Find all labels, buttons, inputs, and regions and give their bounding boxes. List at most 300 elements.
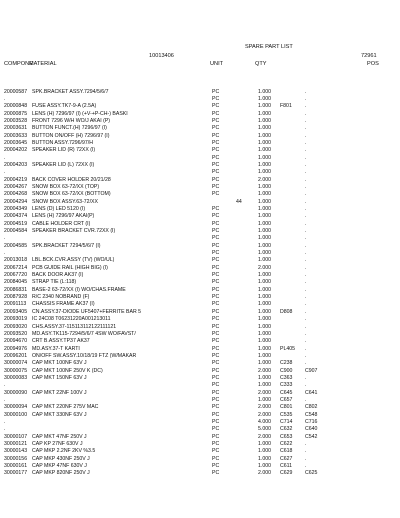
cell-code: 20004267: [4, 183, 28, 190]
table-row: [0, 331, 400, 338]
cell-desc: CAP KP 27NF 630V J: [32, 441, 83, 447]
cell-qty: 1.000: [258, 382, 271, 389]
table-row: [0, 360, 400, 367]
cell-qty: 1.000: [258, 463, 271, 470]
cell-pos: .: [305, 176, 307, 183]
cell-qty: 1.000: [258, 198, 271, 205]
cell-desc: BUTTON ASSY.7296/97/H: [32, 139, 93, 146]
cell-pos: .: [305, 250, 307, 257]
cell-unit: PC: [212, 316, 220, 323]
table-row: [0, 155, 400, 162]
cell-code: 20087928: [4, 294, 28, 301]
cell-pos: .: [305, 103, 307, 110]
table-row: [0, 309, 400, 316]
table-row: [0, 191, 400, 198]
cell-qty: 1.000: [258, 396, 271, 403]
cell-code: 20004374: [4, 213, 28, 220]
cell-code: 30000094: [4, 404, 28, 411]
document-number: 10013406: [149, 53, 174, 59]
table-row: [0, 279, 400, 286]
cell-desc: SNOW BOX 63-72/XX (BOTTOM): [32, 191, 111, 198]
cell-pos: .: [305, 213, 307, 220]
column-header-component: COMPONE: [4, 61, 33, 67]
cell-pos: .: [305, 95, 307, 102]
cell-unit: PC: [212, 418, 220, 425]
cell-qty: 1.000: [258, 139, 271, 146]
cell-pos: .: [305, 206, 307, 212]
cell-pos: .: [305, 117, 307, 124]
table-row: [0, 353, 400, 360]
cell-ref: C611: [280, 463, 293, 470]
cell-unit: PC: [212, 250, 220, 257]
cell-qty: 1.000: [258, 294, 271, 301]
cell-pos: .: [305, 360, 307, 367]
cell-pos: C716: [305, 418, 318, 425]
cell-pos: .: [305, 191, 307, 198]
cell-pos: .: [305, 352, 307, 359]
cell-qty: 1.000: [258, 345, 271, 352]
cell-qty: 1.000: [258, 103, 271, 110]
table-row: [0, 199, 400, 206]
cell-code: .: [4, 426, 6, 433]
table-row: [0, 147, 400, 154]
cell-unit: PC: [212, 206, 220, 212]
cell-unit: PC: [212, 88, 220, 95]
cell-code: 20000875: [4, 110, 28, 117]
cell-qty: 1.000: [258, 242, 271, 249]
cell-qty: 1.000: [258, 154, 271, 161]
cell-code: 20084045: [4, 279, 28, 286]
cell-qty: 1.000: [258, 279, 271, 286]
table-row: [0, 272, 400, 279]
cell-unit: PC: [212, 404, 220, 411]
cell-code: .: [4, 396, 6, 403]
cell-unit: PC: [212, 301, 220, 308]
model-number: 72961: [361, 53, 377, 59]
cell-ref: C629: [280, 470, 293, 477]
table-row: [0, 118, 400, 125]
cell-code: .: [4, 250, 6, 257]
cell-unit: PC: [212, 338, 220, 345]
table-row: [0, 235, 400, 242]
table-row: [0, 162, 400, 169]
cell-unit: PC: [212, 433, 220, 440]
table-row: [0, 470, 400, 477]
cell-code: 30000107: [4, 433, 28, 440]
table-row: [0, 140, 400, 147]
cell-code: 20067214: [4, 264, 28, 271]
cell-qty: 1.000: [258, 352, 271, 359]
cell-qty: 1.000: [258, 206, 271, 212]
cell-unit: PC: [212, 345, 220, 352]
cell-desc: LENS (D) LED 5120 (I): [32, 206, 86, 212]
cell-unit: PC: [212, 294, 220, 301]
table-row: [0, 301, 400, 308]
table-row: [0, 382, 400, 389]
cell-desc: CAP MKT 220NF 275V MAC: [32, 404, 99, 411]
cell-unit: PC: [212, 308, 220, 315]
cell-pos: C802: [305, 404, 318, 411]
table-row: [0, 228, 400, 235]
cell-qty: 1.000: [258, 220, 271, 227]
table-row: [0, 206, 400, 213]
cell-code: 20093520: [4, 330, 28, 337]
cell-unit: PC: [212, 352, 220, 359]
cell-qty: 1.000: [258, 330, 271, 337]
cell-desc: CAP MKP 47NF 630V J: [32, 463, 87, 470]
cell-qty: 1.000: [258, 117, 271, 124]
table-row: [0, 426, 400, 433]
cell-desc: CRT B.ASSY.TP37 AK37: [32, 338, 90, 345]
cell-unit: PC: [212, 125, 220, 132]
cell-code: 20004219: [4, 176, 28, 183]
table-row: [0, 184, 400, 191]
cell-code: 20094670: [4, 338, 28, 345]
cell-unit: PC: [212, 235, 220, 242]
table-row: [0, 390, 400, 397]
cell-code: 30000143: [4, 448, 28, 455]
cell-unit: PC: [212, 147, 220, 154]
cell-desc: BACK COVER HOLDER 20/21/28: [32, 176, 111, 183]
cell-unit: PC: [212, 382, 220, 389]
cell-unit: PC: [212, 242, 220, 249]
cell-ref: C535: [280, 411, 293, 418]
cell-code: 20004519: [4, 220, 28, 227]
cell-desc: CAP MKP 820NF 250V J: [32, 470, 90, 477]
table-row: [0, 397, 400, 404]
cell-pos: .: [305, 147, 307, 154]
cell-code: .: [4, 235, 6, 242]
cell-code: 20003645: [4, 139, 28, 146]
cell-qty: 1.000: [258, 110, 271, 117]
cell-pos: .: [305, 154, 307, 161]
cell-unit: PC: [212, 389, 220, 396]
cell-qty: 1.000: [258, 183, 271, 190]
cell-desc: CAP MKP 430NF 250V J: [32, 455, 90, 462]
cell-code: 20000587: [4, 88, 28, 95]
cell-desc: SPEAKER BRACKET CVR.72XX (I): [32, 228, 116, 235]
cell-ref: C627: [280, 455, 293, 462]
cell-qty: 1.000: [258, 316, 271, 323]
cell-unit: PC: [212, 448, 220, 455]
cell-pos: C641: [305, 389, 318, 396]
table-row: [0, 412, 400, 419]
cell-code: 20004584: [4, 228, 28, 235]
cell-ref: F801: [280, 103, 292, 110]
cell-code: .: [4, 382, 6, 389]
table-row: [0, 111, 400, 118]
column-header-qty: QTY: [255, 61, 267, 67]
cell-code: 20013018: [4, 257, 28, 264]
cell-desc: BUTTON FUNCT.(H) 7296/97 (I): [32, 125, 107, 132]
table-row: [0, 346, 400, 353]
cell-qty: 1.000: [258, 235, 271, 242]
cell-qty: 1.000: [258, 374, 271, 381]
cell-desc: CAP MKP 2.2NF 2KV %3.5: [32, 448, 96, 455]
cell-unit: PC: [212, 117, 220, 124]
cell-unit: PC: [212, 183, 220, 190]
cell-qty: 1.000: [258, 95, 271, 102]
cell-pos: .: [305, 455, 307, 462]
cell-qty: 1.000: [258, 257, 271, 264]
cell-pos: .: [305, 88, 307, 95]
cell-ref: PL405: [280, 345, 296, 352]
cell-qty: 1.000: [258, 360, 271, 367]
cell-desc: FRONT 7296 W/H WO/J AKAI (P): [32, 117, 111, 124]
cell-pos: .: [305, 242, 307, 249]
column-header-pos: POS: [367, 61, 379, 67]
cell-unit: PC: [212, 95, 220, 102]
table-row: [0, 287, 400, 294]
cell-qty: 1.000: [258, 132, 271, 139]
cell-pos: .: [305, 161, 307, 168]
cell-unit: PC: [212, 110, 220, 117]
cell-ref: D808: [280, 308, 293, 315]
cell-pos: .: [305, 308, 307, 315]
cell-code: .: [4, 169, 6, 176]
cell-desc: SPK.BRACKET 7294/5/6/7 (I): [32, 242, 101, 249]
cell-pos: C548: [305, 411, 318, 418]
table-row: [0, 96, 400, 103]
cell-desc: LENS (H) 7296/97 AKAI(P): [32, 213, 95, 220]
table-row: [0, 448, 400, 455]
table-row: [0, 250, 400, 257]
cell-ref: C238: [280, 360, 293, 367]
cell-desc: STRAP TIE (L:118): [32, 279, 77, 286]
cell-code: 20004294: [4, 198, 28, 205]
cell-pos: .: [305, 139, 307, 146]
cell-qty: 1.000: [258, 125, 271, 132]
cell-unit: PC: [212, 396, 220, 403]
cell-unit: PC: [212, 161, 220, 168]
cell-desc: PCB GUIDE RAIL (HIGH BIG) (I): [32, 264, 108, 271]
cell-desc: CAP MKT 100NF 250V K (DC): [32, 367, 103, 374]
cell-code: 20091113: [4, 301, 27, 308]
cell-qty: 1.000: [258, 448, 271, 455]
cell-qty: 2.000: [258, 264, 271, 271]
cell-qty: 5.000: [258, 426, 271, 433]
cell-pos: .: [305, 382, 307, 389]
cell-desc: CAP MKT 150NF 63V J: [32, 374, 87, 381]
cell-unit: PC: [212, 220, 220, 227]
cell-unit: PC: [212, 264, 220, 271]
cell-unit: PC: [212, 441, 220, 447]
table-row: [0, 316, 400, 323]
cell-unit: PC: [212, 169, 220, 176]
cell-unit: PC: [212, 374, 220, 381]
cell-pos: .: [305, 110, 307, 117]
cell-code: .: [4, 154, 6, 161]
cell-desc: SNOW BOX ASSY.63-72/XX: [32, 198, 98, 205]
cell-desc: CHASSIS FRAME AK37 (I): [32, 301, 95, 308]
cell-qty: 1.000: [258, 191, 271, 198]
cell-qty: 2.000: [258, 389, 271, 396]
cell-pos: .: [305, 220, 307, 227]
cell-code: 20004585: [4, 242, 28, 249]
cell-desc: BASE-2 63-72/XX (I) WO/CHAS.FRAME: [32, 286, 126, 293]
table-row: [0, 89, 400, 96]
table-row: [0, 434, 400, 441]
cell-desc: SPEAKER LID (L) 72XX (I): [32, 161, 95, 168]
cell-qty: 1.000: [258, 250, 271, 257]
table-row: [0, 257, 400, 264]
cell-pos: .: [305, 316, 307, 323]
cell-code: 30000075: [4, 367, 28, 374]
table-row: [0, 338, 400, 345]
cell-desc: CAP MKT 100NF 63V J: [32, 360, 87, 367]
cell-flag: 44: [236, 198, 242, 205]
cell-pos: .: [305, 257, 307, 264]
table-row: [0, 463, 400, 470]
table-row: [0, 133, 400, 140]
cell-pos: .: [305, 294, 307, 301]
cell-qty: 1.000: [258, 308, 271, 315]
cell-pos: .: [305, 463, 307, 470]
cell-desc: IC 24C08 T06231220A001213011: [32, 316, 111, 323]
cell-pos: .: [305, 279, 307, 286]
cell-desc: BUTTON ON/OFF (H) 7296/97 (I): [32, 132, 110, 139]
table-row: [0, 441, 400, 448]
cell-desc: CABLE HOLDER CRT (I): [32, 220, 91, 227]
cell-code: 20094976: [4, 345, 28, 352]
cell-pos: .: [305, 125, 307, 132]
cell-qty: 1.000: [258, 272, 271, 279]
cell-code: 30000177: [4, 470, 28, 477]
column-header-unit: UNIT: [210, 61, 224, 67]
cell-pos: .: [305, 286, 307, 293]
cell-code: 20093020: [4, 323, 28, 330]
cell-pos: .: [305, 169, 307, 176]
cell-code: 20096201: [4, 352, 28, 359]
cell-pos: .: [305, 338, 307, 345]
cell-pos: C542: [305, 433, 318, 440]
cell-unit: PC: [212, 330, 220, 337]
cell-qty: 2.000: [258, 433, 271, 440]
table-row: [0, 103, 400, 110]
cell-qty: 2.000: [258, 411, 271, 418]
cell-pos: .: [305, 183, 307, 190]
cell-pos: .: [305, 448, 307, 455]
cell-desc: CAP MKT 330NF 63V J: [32, 411, 87, 418]
cell-pos: .: [305, 132, 307, 139]
cell-unit: PC: [212, 191, 220, 198]
cell-code: 30000090: [4, 389, 28, 396]
cell-qty: 2.000: [258, 176, 271, 183]
cell-desc: CN.ASSY.37-DIODE UF5407+FERRITE BAR 5: [32, 308, 142, 315]
cell-code: 20086831: [4, 286, 28, 293]
cell-ref: C900: [280, 367, 293, 374]
cell-unit: PC: [212, 257, 220, 264]
cell-pos: C907: [305, 367, 318, 374]
cell-ref: C653: [280, 433, 293, 440]
table-row: [0, 404, 400, 411]
cell-code: 30000074: [4, 360, 28, 367]
table-row: [0, 125, 400, 132]
cell-unit: PC: [212, 154, 220, 161]
cell-ref: C645: [280, 389, 293, 396]
cell-desc: MD.ASY.37-T KARTI: [32, 345, 80, 352]
cell-code: 20004202: [4, 147, 28, 154]
cell-unit: PC: [212, 426, 220, 433]
cell-ref: C333: [280, 382, 293, 389]
cell-desc: ON/OFF SW.ASSY.10/18/19 FTZ (W/MAKAR: [32, 352, 137, 359]
cell-desc: SNOW BOX 63-72/XX (TOP): [32, 183, 100, 190]
table-row: [0, 177, 400, 184]
table-row: [0, 375, 400, 382]
table-row: [0, 368, 400, 375]
cell-pos: .: [305, 345, 307, 352]
table-row: [0, 221, 400, 228]
cell-desc: LBL.BCK.CVR.ASSY (TV) (WO/UL): [32, 257, 115, 264]
cell-qty: 2.000: [258, 404, 271, 411]
cell-qty: 1.000: [258, 213, 271, 220]
cell-pos: C625: [305, 470, 318, 477]
cell-code: 20093019: [4, 316, 28, 323]
cell-qty: 1.000: [258, 147, 271, 154]
cell-code: 30000161: [4, 463, 28, 470]
cell-ref: C714: [280, 418, 293, 425]
cell-code: 20000848: [4, 103, 28, 110]
cell-unit: PC: [212, 323, 220, 330]
cell-unit: PC: [212, 286, 220, 293]
cell-pos: .: [305, 235, 307, 242]
table-row: [0, 213, 400, 220]
cell-qty: 1.000: [258, 455, 271, 462]
cell-desc: SPEAKER LID (R) 72XX (I): [32, 147, 96, 154]
cell-ref: C622: [280, 441, 293, 447]
cell-code: 30000083: [4, 374, 28, 381]
cell-code: 20003631: [4, 125, 28, 132]
cell-code: 20093405: [4, 308, 28, 315]
cell-unit: PC: [212, 103, 220, 110]
cell-pos: C640: [305, 426, 318, 433]
cell-pos: .: [305, 330, 307, 337]
cell-pos: .: [305, 396, 307, 403]
cell-unit: PC: [212, 132, 220, 139]
cell-unit: PC: [212, 213, 220, 220]
cell-pos: .: [305, 272, 307, 279]
cell-desc: MD.ASY.TK115-7294/5/6/7 4SW WO/FAVST/: [32, 330, 136, 337]
parts-table: [0, 89, 400, 478]
cell-unit: PC: [212, 176, 220, 183]
cell-code: 30000121: [4, 441, 28, 447]
cell-code: 20004268: [4, 191, 28, 198]
table-row: [0, 243, 400, 250]
cell-unit: PC: [212, 139, 220, 146]
cell-pos: .: [305, 301, 307, 308]
cell-code: 20004203: [4, 161, 28, 168]
column-header-material: MATERIAL: [29, 61, 57, 67]
cell-unit: PC: [212, 272, 220, 279]
table-row: [0, 456, 400, 463]
cell-code: .: [4, 418, 6, 425]
cell-unit: PC: [212, 367, 220, 374]
cell-ref: C618: [280, 448, 293, 455]
cell-pos: .: [305, 323, 307, 330]
cell-qty: 2.000: [258, 470, 271, 477]
cell-qty: 1.000: [258, 169, 271, 176]
cell-qty: 1.000: [258, 228, 271, 235]
cell-ref: C801: [280, 404, 293, 411]
cell-qty: 1.000: [258, 301, 271, 308]
table-row: [0, 324, 400, 331]
cell-pos: .: [305, 374, 307, 381]
cell-qty: 4.000: [258, 418, 271, 425]
cell-unit: PC: [212, 360, 220, 367]
cell-code: 30000156: [4, 455, 28, 462]
cell-desc: CAP MKT 22NF 100V J: [32, 389, 87, 396]
cell-pos: .: [305, 228, 307, 235]
